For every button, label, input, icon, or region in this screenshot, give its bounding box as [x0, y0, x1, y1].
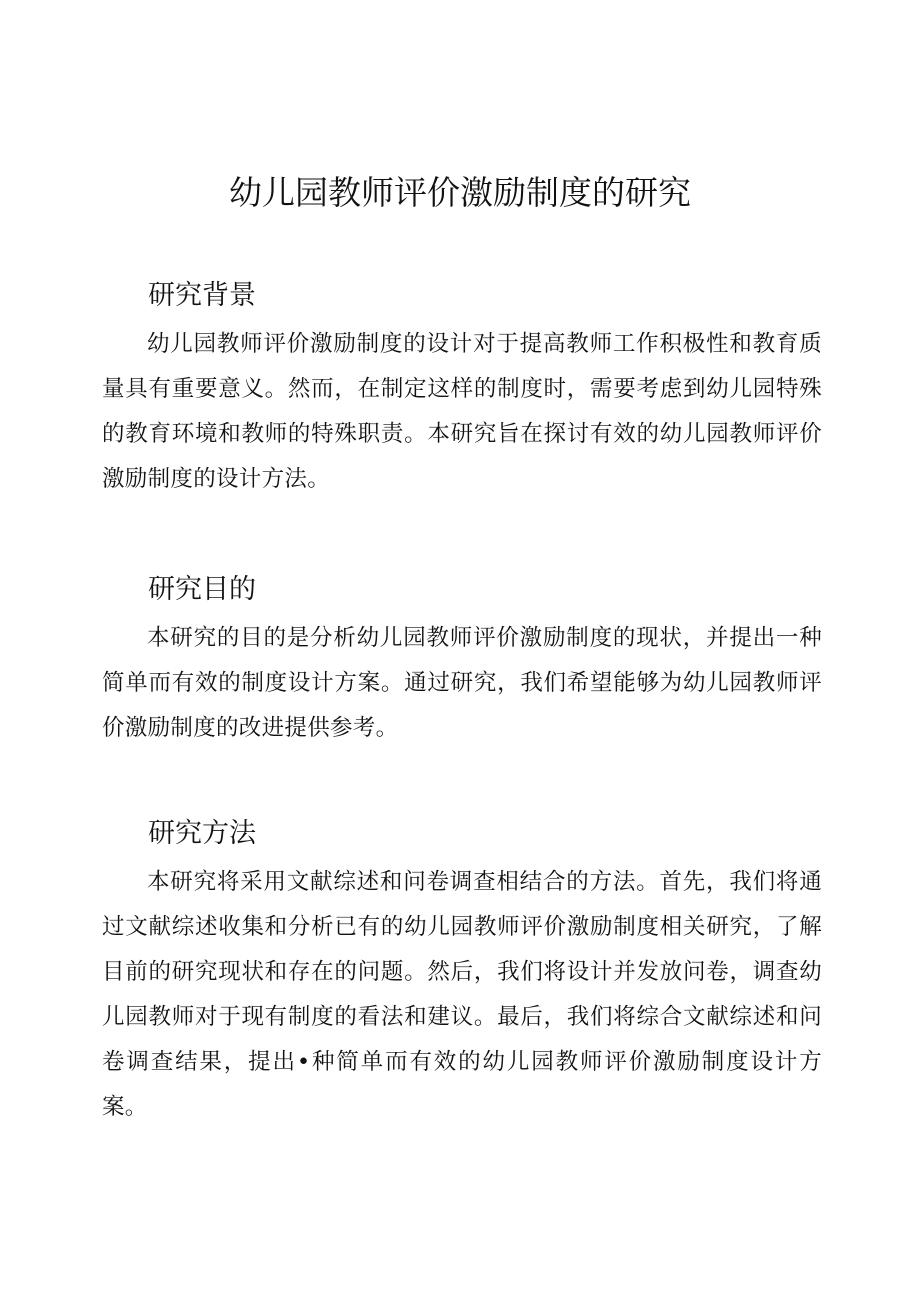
section-heading-background: 研究背景: [148, 280, 256, 311]
page-title: 幼儿园教师评价激励制度的研究: [229, 173, 691, 212]
section-heading-purpose: 研究目的: [148, 574, 256, 605]
section-body-purpose: 本研究的目的是分析幼儿园教师评价激励制度的现状，并提出一种简单而有效的制度设计方案。通过研究，我们希望能够为幼儿园教师评价激励制度的改进提供参考。: [102, 625, 822, 741]
section-heading-method: 研究方法: [148, 818, 256, 849]
section-body-method: 本研究将采用文献综述和问卷调查相结合的方法。首先，我们将通过文献综述收集和分析已有的幼儿园教师评价激励制度相关研究，了解目前的研究现状和存在的问题。然后，我们将设计并发放问卷，调查幼儿园教师对于现有制度的看法和建议。最后，我们将综合文献综述和问卷调查结果，提出•种简单而有效的幼儿园教师评价激励制度设计方案。: [102, 869, 822, 1120]
section-body-background: 幼儿园教师评价激励制度的设计对于提高教师工作积极性和教育质量具有重要意义。然而，在制定这样的制度时，需要考虑到幼儿园特殊的教育环境和教师的特殊职责。本研究旨在探讨有效的幼儿园教师评价激励制度的设计方法。: [102, 331, 822, 492]
